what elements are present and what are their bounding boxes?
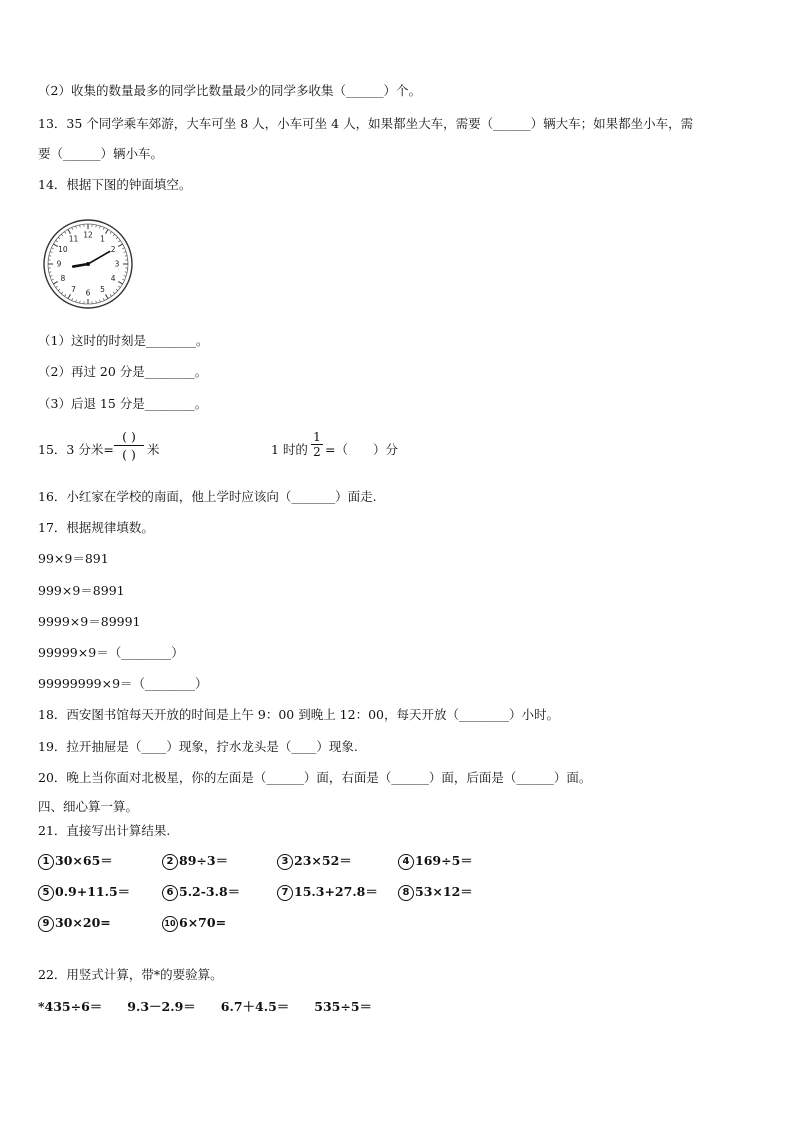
q17-row3: 9999×9＝89991 (38, 614, 141, 629)
q21-item (162, 853, 228, 870)
q16: 16．小红家在学校的南面，他上学时应该向（_______）面走. (38, 489, 377, 504)
clock-number: 12 (83, 230, 93, 240)
clock-number: 1 (100, 234, 105, 244)
clock-number: 6 (85, 288, 91, 298)
q21-item-number: 5 (38, 885, 54, 901)
q22-items: *435÷6＝ 9.3－2.9＝ 6.7＋4.5＝ 535÷5＝ (38, 999, 373, 1014)
q21-item (38, 915, 111, 932)
q17-row4: 99999×9＝（________） (38, 645, 184, 660)
q21-item-expr: 30×20= (55, 915, 111, 930)
q21-item (398, 853, 473, 870)
q15-label: 15．3 分米= (38, 442, 114, 457)
q21-item (38, 884, 130, 901)
q14-part1: （1）这时的时刻是________。 (38, 333, 209, 348)
q15-frac-top: ( ) (122, 429, 136, 444)
q13-line1: 13．35 个同学乘车郊游，大车可坐 8 人，小车可坐 4 人，如果都坐大车，需要（______）辆大车；如果都坐小车，需 (38, 116, 694, 131)
clock-number: 5 (100, 284, 105, 294)
q18: 18．西安图书馆每天开放的时间是上午 9：00 到晚上 12：00，每天开放（________）小时。 (38, 707, 559, 722)
q22-title: 22．用竖式计算，带*的要验算。 (38, 967, 223, 982)
q21-title: 21．直接写出计算结果. (38, 823, 171, 838)
clock-number: 9 (56, 259, 62, 269)
q17-row2: 999×9＝8991 (38, 583, 125, 598)
clock-number: 7 (71, 284, 76, 294)
q19: 19．拉开抽屉是（____）现象，拧水龙头是（____）现象. (38, 739, 358, 754)
q21-item (162, 884, 240, 901)
clock-number: 11 (68, 234, 79, 244)
q20: 20．晚上当你面对北极星，你的左面是（______）面，右面是（______）面，后面是（______）面。 (38, 770, 592, 785)
q21-item-number: 9 (38, 916, 54, 932)
q21-item-expr: 5.2-3.8＝ (179, 884, 241, 899)
clock-number: 2 (110, 245, 116, 255)
q21-item-number: 3 (277, 854, 293, 870)
q21-item-number: 2 (162, 854, 178, 870)
q21-item-expr: 15.3+27.8＝ (294, 884, 378, 899)
q21-item (277, 884, 378, 901)
q14-part3: （3）后退 15 分是________。 (38, 396, 208, 411)
q15-tail: =（ ）分 (325, 442, 398, 457)
q13-line2: 要（______）辆小车。 (38, 146, 164, 161)
q12-part2: （2）收集的数量最多的同学比数量最少的同学多收集（______）个。 (38, 83, 421, 98)
q21-item-expr: 30×65＝ (55, 853, 113, 868)
clock-number: 4 (110, 274, 116, 284)
clock-number: 3 (114, 259, 120, 269)
q21-item-number: 4 (398, 854, 414, 870)
q21-item-number: 1 (38, 854, 54, 870)
q17-row5: 99999999×9＝（________） (38, 676, 208, 691)
clock-face (42, 218, 134, 310)
q17-row1: 99×9＝891 (38, 551, 109, 566)
section-four-title: 四、细心算一算。 (38, 799, 139, 814)
q17-title: 17．根据规律填数。 (38, 520, 154, 535)
q21-item-expr: 23×52＝ (294, 853, 352, 868)
q21-item-expr: 89÷3＝ (179, 853, 229, 868)
q21-item-number: 8 (398, 885, 414, 901)
q15-frac-bottom: ( ) (122, 447, 136, 462)
q21-item (398, 884, 473, 901)
q21-item-expr: 169÷5＝ (415, 853, 473, 868)
q21-item-expr: 6×70= (179, 915, 227, 930)
q15-half-num: 1 (313, 430, 321, 444)
q21-item (162, 915, 226, 932)
q14-part2: （2）再过 20 分是________。 (38, 364, 208, 379)
q15-fraction (114, 428, 144, 463)
q15-half-den: 2 (313, 445, 321, 459)
q15-unit: 米 (147, 442, 160, 457)
q21-item (38, 853, 113, 870)
q21-item-number: 6 (162, 885, 178, 901)
q21-item-expr: 0.9+11.5＝ (55, 884, 131, 899)
q15-half (311, 430, 323, 459)
q15-label2: 1 时的 (271, 442, 308, 457)
q21-item-number: 10 (162, 916, 178, 932)
q21-item-number: 7 (277, 885, 293, 901)
clock-number: 10 (58, 245, 68, 255)
q14-title: 14．根据下图的钟面填空。 (38, 177, 192, 192)
clock-number: 8 (60, 274, 66, 284)
q21-item (277, 853, 352, 870)
q21-item-expr: 53×12＝ (415, 884, 473, 899)
